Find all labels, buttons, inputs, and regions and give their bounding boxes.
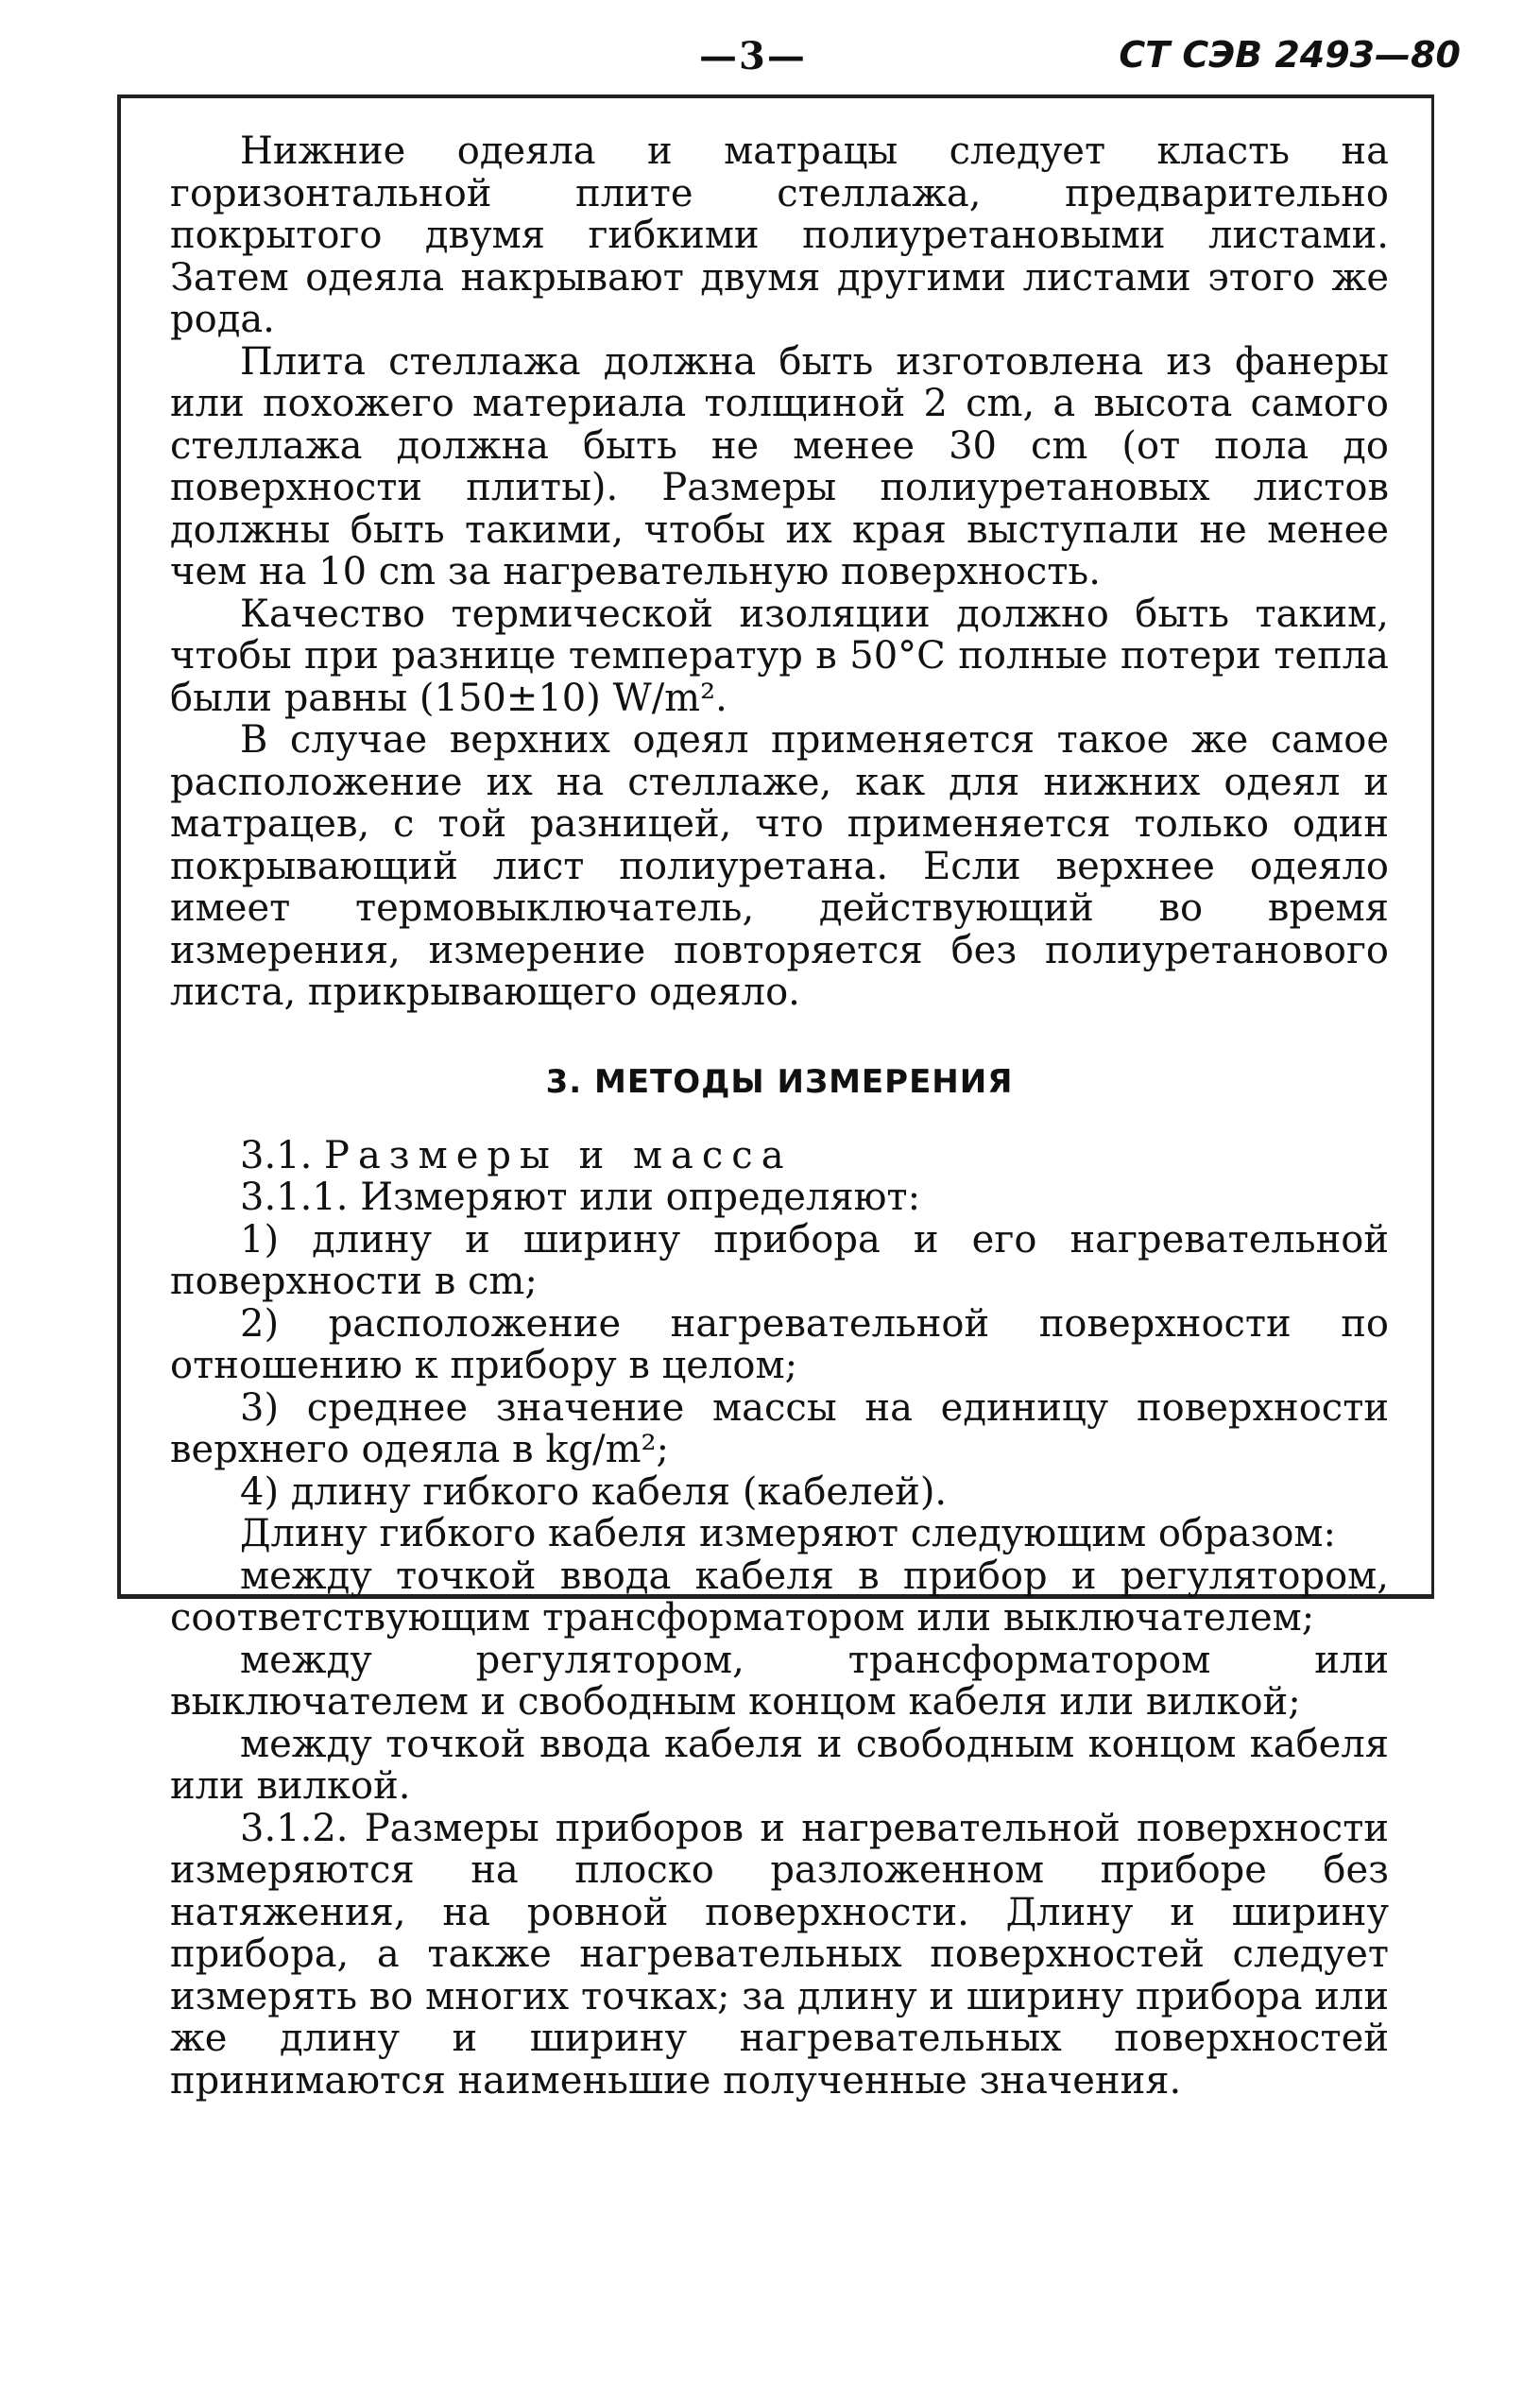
cable-item: между точкой ввода кабеля и свободным концом кабеля или вилкой. xyxy=(170,1722,1389,1808)
page-number: —3— xyxy=(699,34,807,78)
cable-item: между регулятором, трансформатором или выключателем и свободным концом кабеля или вилкой; xyxy=(170,1638,1389,1724)
paragraph: В случае верхних одеял применяется такое же самое расположение их на стеллаже, как для нижних одеял и матрацев, с той разницей, что применяется только один покрывающий лист полиуретана. Если верхнее одеяло имеет термовыключатель, действующий во время измерения, измерение повторяется без полиуретанового листа, прикрывающего одеяло. xyxy=(170,718,1389,1014)
clause-3-1-2: 3.1.2. Размеры приборов и нагревательной поверхности измеряются на плоско разложенном приборе без натяжения, на ровной поверхности. Длину и ширину прибора, а также нагревательных поверхностей следует измерять во многих точках; за длину и ширину прибора или же длину и ширину нагревательных поверхностей принимаются наименьшие полученные значения. xyxy=(170,1806,1389,2103)
paragraph: Нижние одеяла и матрацы следует класть на горизонтальной плите стеллажа, предварительно покрытого двумя гибкими полиуретановыми листами. Затем одеяла накрывают двумя другими листами этого же рода. xyxy=(170,129,1389,341)
section-title: 3. МЕТОДЫ ИЗМЕРЕНИЯ xyxy=(545,1062,1014,1101)
subsection-number: 3.1. xyxy=(240,1133,313,1177)
standard-code: СТ СЭВ 2493—80 xyxy=(1119,34,1461,76)
clause-3-1-1: 3.1.1. Измеряют или определяют: xyxy=(240,1176,921,1219)
document-body xyxy=(170,130,1389,2102)
cable-intro: Длину гибкого кабеля измеряют следующим образом: xyxy=(240,1512,1337,1555)
list-item: 4) длину гибкого кабеля (кабелей). xyxy=(240,1469,948,1514)
subsection-heading xyxy=(170,1135,1389,1177)
cable-item: между точкой ввода кабеля в прибор и регулятором, соответствующим трансформатором или выключателем; xyxy=(170,1554,1389,1640)
paragraph: Плита стеллажа должна быть изготовлена из фанеры или похожего материала толщиной 2 cm, а высота самого стеллажа должна быть не менее 30 cm (от пола до поверхности плиты). Размеры полиуретановых листов должны быть такими, чтобы их края выступали не менее чем на 10 cm за нагревательную поверхность. xyxy=(170,339,1389,593)
paragraph: Качество термической изоляции должно быть таким, чтобы при разнице температур в 50°С полные потери тепла были равны (150±10) W/m². xyxy=(170,592,1389,720)
subsection-title: Размеры и масса xyxy=(324,1133,793,1177)
list-item: 2) расположение нагревательной поверхности по отношению к прибору в целом; xyxy=(170,1301,1389,1387)
list-item: 1) длину и ширину прибора и его нагревательной поверхности в cm; xyxy=(170,1217,1389,1303)
list-item: 3) среднее значение массы на единицу поверхности верхнего одеяла в kg/m²; xyxy=(170,1385,1389,1471)
